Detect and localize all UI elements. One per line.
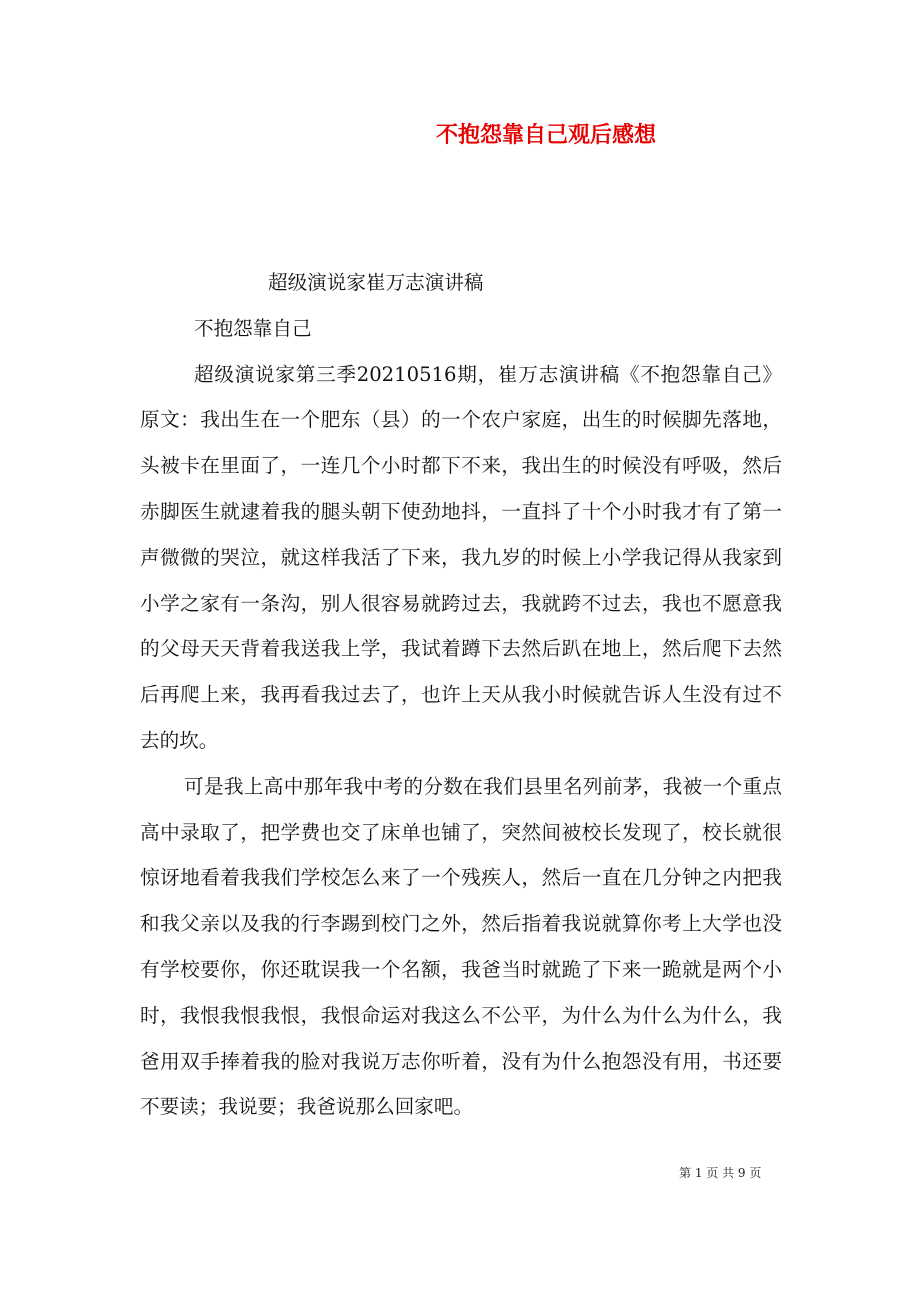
document-title: 不抱怨靠自己观后感想 xyxy=(436,122,657,148)
paragraph-2: 可是我上高中那年我中考的分数在我们县里名列前茅，我被一个重点高中录取了，把学费也交了床单也铺了，突然间被校长发现了，校长就很惊讶地看着我我们学校怎么来了一个残疾人，然后一直在几分钟之内把我和我父亲以及我的行李踢到校门之外，然后指着我说就算你考上大学也没有学校要你，你还耽误我一个名额，我爸当时就跪了下来一跪就是两个小时，我恨我恨我恨，我恨命运对我这么不公平，为什么为什么为什么，我爸用双手捧着我的脸对我说万志你听着，没有为什么抱怨没有用，书还要不要读；我说要；我爸说那么回家吧。 xyxy=(140,774,782,1119)
page-footer: 第 1 页 共 9 页 xyxy=(679,1166,762,1180)
paragraph-1: 超级演说家第三季20210516期，崔万志演讲稿《不抱怨靠自己》原文：我出生在一个肥东（县）的一个农户家庭，出生的时候脚先落地，头被卡在里面了，一连几个小时都下不来，我出生的时候没有呼吸，然后赤脚医生就逮着我的腿头朝下使劲地抖，一直抖了十个小时我才有了第一声微微的哭泣，就这样我活了下来，我九岁的时候上小学我记得从我家到小学之家有一条沟，别人很容易就跨过去，我就跨不过去，我也不愿意我的父母天天背着我送我上学，我试着蹲下去然后趴在地上，然后爬下去然后再爬上来，我再看我过去了，也许上天从我小时候就告诉人生没有过不去的坎。 xyxy=(140,362,782,752)
speech-title-line: 不抱怨靠自己 xyxy=(194,316,312,340)
subtitle-line: 超级演说家崔万志演讲稿 xyxy=(268,271,484,294)
document-body xyxy=(140,260,782,1130)
